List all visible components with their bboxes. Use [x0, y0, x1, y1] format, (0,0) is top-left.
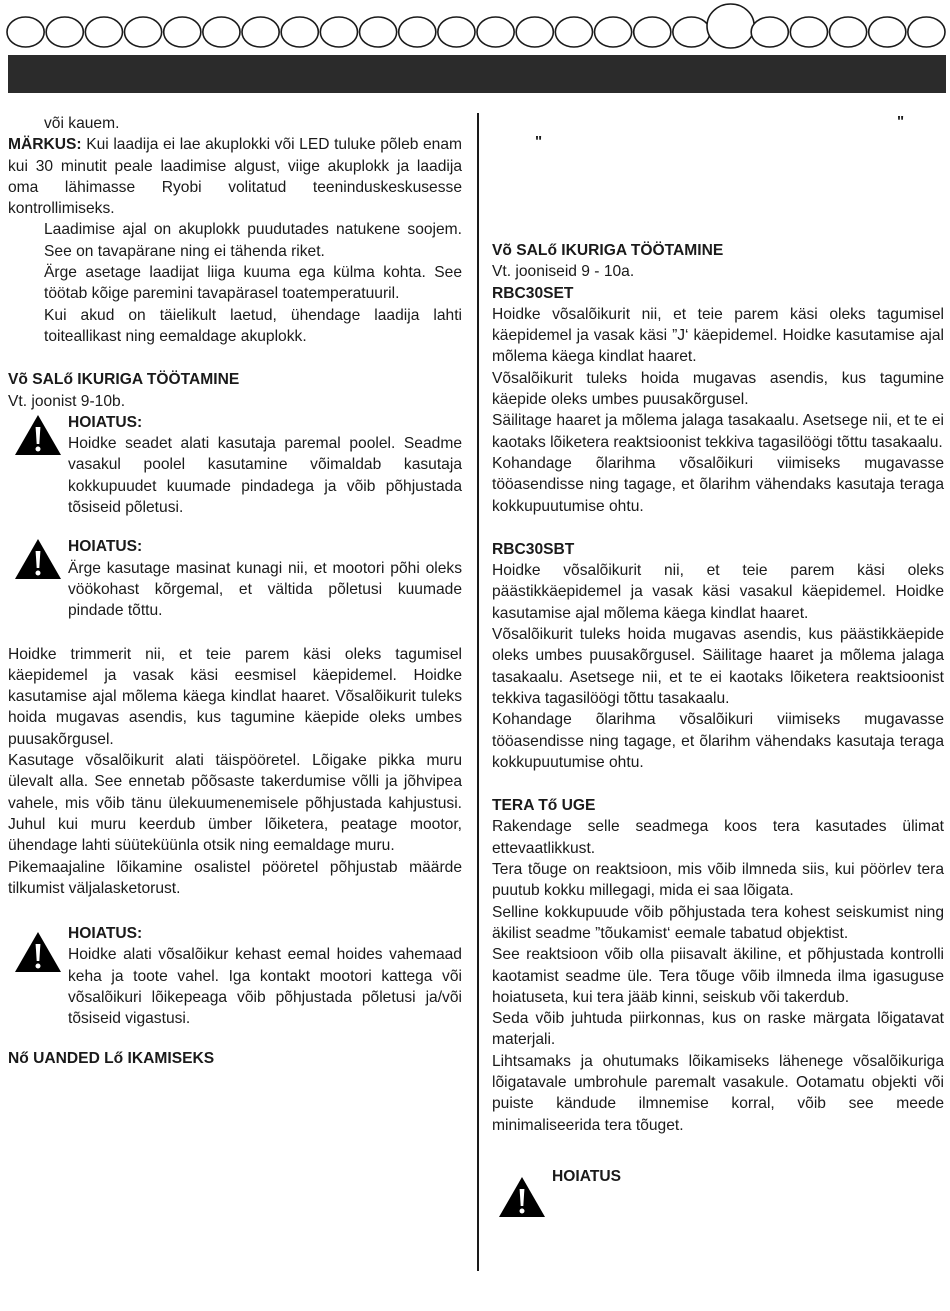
language-tab	[164, 17, 201, 47]
body-paragraph: See reaktsioon võib olla piisavalt äkiline, et põhjustada kontrolli kaotamist seadme üle. Tera tõuge võib ilmneda ilma igasuguse hoiatuseta, kui tera jääb kinni, seiskub või takerdub.	[492, 946, 944, 1006]
warning-block	[8, 923, 462, 1029]
right-column	[492, 240, 944, 1187]
warning-text: Ärge kasutage masinat kunagi nii, et mootori põhi oleks vöökohast kõrgemal, et vältida põletusi kuumade pindade tõttu.	[68, 559, 462, 620]
language-tab	[281, 17, 318, 47]
charging-bullet-3: Kui akud on täielikult laetud, ühendage laadija lahti toiteallikast ning eemaldage akuplokk.	[44, 306, 462, 345]
language-tab	[790, 17, 827, 47]
header-bar	[8, 55, 946, 93]
language-tab	[595, 17, 632, 47]
language-tab	[124, 17, 161, 47]
language-tab	[516, 17, 553, 47]
body-paragraph: Selline kokkupuude võib põhjustada tera kohest seiskumist ning äkilist seadme ”tõukamist‘ eemale tabatud objektist.	[492, 903, 944, 942]
warning-text: Hoidke seadet alati kasutaja paremal poolel. Seadme vasakul poolel kasutamine võimaldab kasutaja kokkupuudet kuumade pindadega ja võib põhjustada tõsiseid põletusi.	[68, 435, 462, 517]
language-tab	[320, 17, 357, 47]
language-tab	[203, 17, 240, 47]
section-heading-cutting-tips: Nő UANDED Lő IKAMISEKS	[8, 1049, 215, 1067]
warning-title: HOIATUS:	[68, 925, 143, 943]
charging-bullet-1: Laadimise ajal on akuplokk puudutades natukene soojem. See on tavapärane ning ei tähenda riket.	[44, 221, 462, 260]
body-paragraph: Hoidke trimmerit nii, et teie parem käsi oleks tagumisel käepidemel ja vasak käsi eesmisel käepidemel. Hoidke kasutamise ajal mõlema käega kindlat haaret. Võsalõikurit tuleks hoida mugavas asendis, kus tagumine käepide oleks umbes puusakõrgusel.	[8, 645, 462, 748]
warning-triangle-icon	[498, 1176, 546, 1218]
language-tab	[477, 17, 514, 47]
warning-block	[492, 1166, 944, 1187]
section-heading-operation: Võ SALő IKURIGA TÖÖTAMINE	[492, 242, 724, 259]
body-paragraph: Seda võib juhtuda piirkonnas, kus on raske märgata lõigatavat materjali.	[492, 1010, 944, 1049]
language-tab	[555, 17, 592, 47]
left-column	[8, 113, 462, 1069]
figure-reference: Vt. jooniseid 9 - 10a.	[492, 263, 635, 281]
language-tab	[242, 17, 279, 47]
quote-mark: "	[535, 133, 543, 150]
body-paragraph: Kohandage õlarihma võsalõikuri viimiseks mugavasse tööasendisse ning tagage, et õlarihm vähendaks kasutaja teraga kokkupuutumise ohtu.	[492, 711, 944, 771]
figure-reference: Vt. joonist 9-10b.	[8, 392, 126, 410]
warning-title: HOIATUS	[552, 1167, 622, 1185]
section-heading-blade-thrust: TERA Tő UGE	[492, 797, 596, 815]
paragraph-continuation: või kauem.	[44, 115, 120, 132]
body-paragraph: Võsalõikurit tuleks hoida mugavas asendis, kus tagumine käepide oleks umbes puusakõrgusel.	[492, 369, 944, 409]
warning-title: HOIATUS:	[68, 413, 143, 431]
section-heading-operation: Võ SALő IKURIGA TÖÖTAMINE	[8, 371, 240, 389]
warning-text: Hoidke alati võsalõikur kehast eemal hoides vahemaad keha ja toote vahel. Iga kontakt mootori kattega või võsalõikuri lõikepeaga võib põhjustada põletusi ja/või tõsiseid vigastusi.	[68, 946, 462, 1028]
body-paragraph: Võsalõikurit tuleks hoida mugavas asendis, kus päästikkäepide oleks umbes puusakõrgusel. Säilitage haaret ja mõlema jalaga tasakaalu. Asetsege nii, et te ei kaotaks lõiketera reaktsioonist tekkiva tagasilöögi tõttu tasakaalu.	[492, 626, 944, 707]
language-tab-row	[0, 0, 950, 52]
warning-triangle-icon	[14, 414, 62, 456]
language-tab	[46, 17, 83, 47]
body-paragraph: Hoidke võsalõikurit nii, et teie parem käsi oleks päästikkäepidemel ja vasak käsi vasakul käepidemel. Hoidke kasutamise ajal mõlema käega kindlat haaret.	[492, 562, 944, 622]
warning-title: HOIATUS:	[68, 538, 143, 556]
language-tab-active	[707, 4, 754, 48]
warning-block	[8, 536, 462, 621]
body-paragraph: Kasutage võsalõikurit alati täispööretel. Lõigake pikka muru ülevalt alla. See ennetab põõsaste takerdumise võlli ja jõhvipea vahele, mis võib tänu ülekuumenemisele põhjustada kahjustusi. Juhul kui muru keerdub ümber lõiketera, peatage mootor, ühendage lahti süüteküünla otsik ning eemaldage muru.	[8, 752, 462, 855]
quote-mark: "	[897, 113, 905, 130]
body-paragraph: Kohandage õlarihma võsalõikuri viimiseks mugavasse tööasendisse ning tagage, et õlarihm vähendaks kasutaja teraga kokkupuutumise ohtu.	[492, 454, 944, 515]
language-tab	[869, 17, 906, 47]
language-tab	[7, 17, 44, 47]
warning-triangle-icon	[14, 538, 62, 580]
body-paragraph: Lihtsamaks ja ohutumaks lõikamiseks lähenege võsalõikuriga lõigatavale umbrohule paremalt vasakule. Ootamatu objekti või puiste kändude ilmnemise korral, võib see meede minimaliseerida tera tõuget.	[492, 1052, 944, 1134]
language-tab	[673, 17, 710, 47]
body-paragraph: Säilitage haaret ja mõlema jalaga tasakaalu. Asetsege nii, et te ei kaotaks lõiketera reaktsioonist tekkiva tagasilöögi tõttu tasakaalu.	[492, 412, 944, 451]
body-paragraph: Tera tõuge on reaktsioon, mis võib ilmneda siis, kui pöörlev tera puutub kokku millegagi, mida ei saa lõigata.	[492, 861, 944, 900]
language-tab	[634, 17, 671, 47]
language-tab	[85, 17, 122, 47]
note-paragraph	[8, 134, 462, 219]
warning-triangle-icon	[14, 931, 62, 973]
language-tab	[438, 17, 475, 47]
column-divider	[477, 113, 479, 1271]
model-subheading: RBC30SET	[492, 284, 574, 302]
charging-bullet-2: Ärge asetage laadijat liiga kuuma ega külma kohta. See töötab kõige paremini tavapärasel toatemperatuuril.	[44, 264, 462, 303]
note-text: Kui laadija ei lae akuplokki või LED tuluke põleb enam kui 30 minutit peale laadimise algust, viige akuplokk ja laadija oma lähimasse Ryobi volitatud teeninduskeskusesse kontrollimiseks.	[8, 136, 462, 218]
language-tab	[830, 17, 867, 47]
body-paragraph: Hoidke võsalõikurit nii, et teie parem käsi oleks tagumisel käepidemel ja vasak käsi ”J‘ käepidemel. Hoidke kasutamise ajal mõlema käega kindlat haaret.	[492, 305, 944, 366]
language-tab	[399, 17, 436, 47]
model-subheading: RBC30SBT	[492, 540, 575, 558]
language-tab	[908, 17, 945, 47]
warning-block	[8, 412, 462, 518]
language-tab	[751, 17, 788, 47]
language-tab	[360, 17, 397, 47]
body-paragraph: Rakendage selle seadmega koos tera kasutades ülimat ettevaatlikkust.	[492, 818, 944, 857]
body-paragraph: Pikemaajaline lõikamine osalistel pööretel põhjustab määrde tilkumist väljalasketorust.	[8, 858, 462, 897]
note-label: MÄRKUS:	[8, 136, 82, 154]
